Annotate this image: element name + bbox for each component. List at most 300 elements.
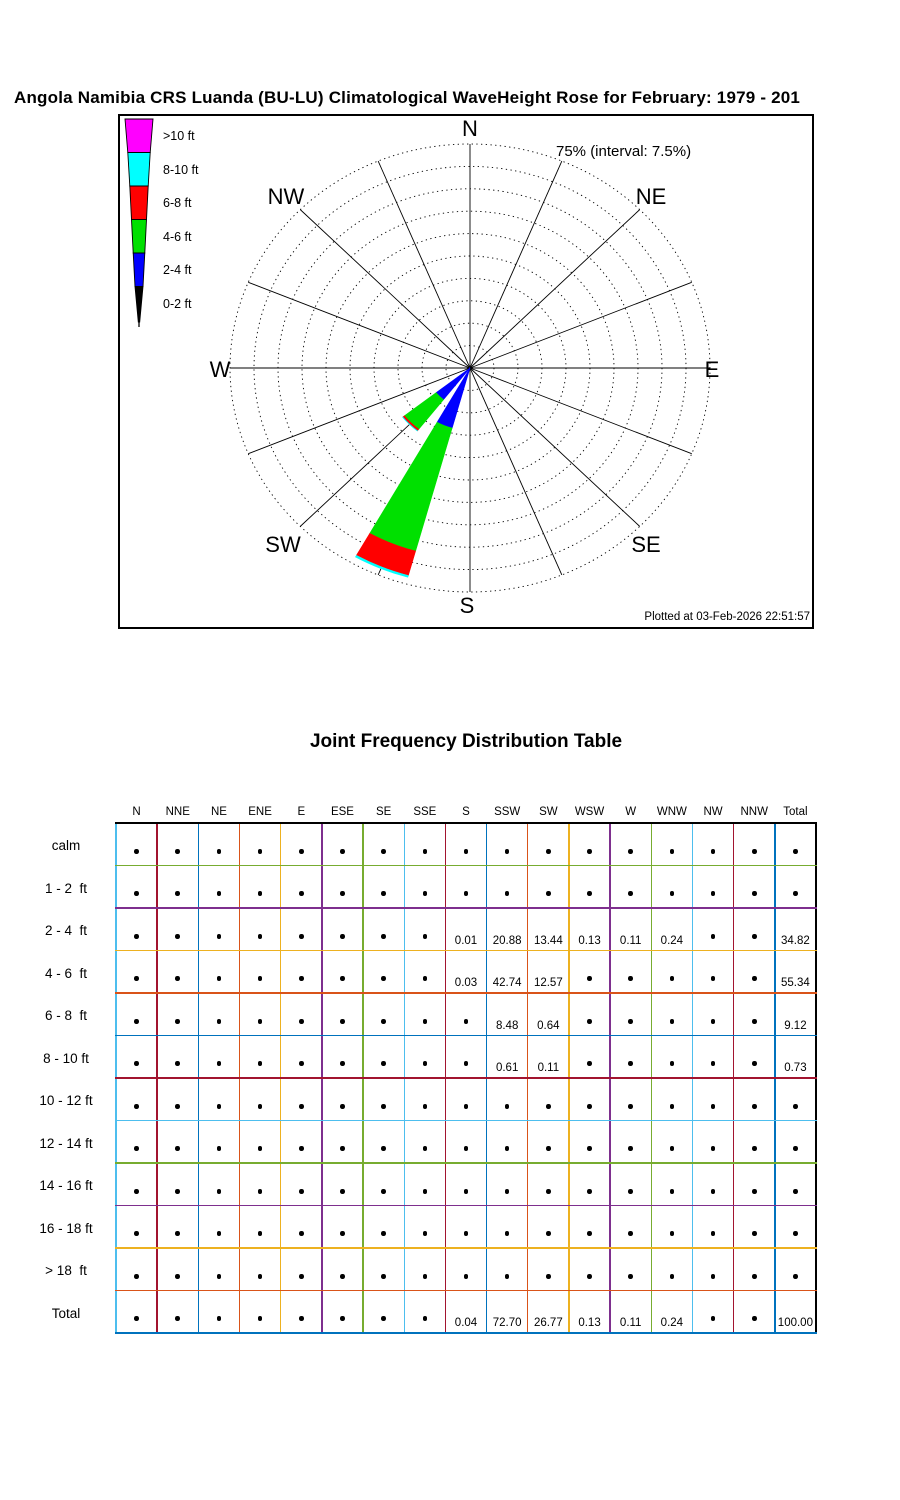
table-cell [157,908,198,951]
cell-value: 0.04 [454,1317,478,1329]
dot-marker [381,1061,386,1066]
table-cell [775,951,816,994]
table-cell [487,1163,528,1206]
table-cell [651,1291,692,1334]
table-cell [404,1121,445,1164]
dot-marker [505,1104,510,1109]
table-cell [610,1121,651,1164]
table-cell [528,1078,569,1121]
dot-marker [711,1189,716,1194]
cell-value: 12.57 [533,977,563,989]
dot-marker [258,1061,263,1066]
dot-marker [134,1104,139,1109]
dot-marker [793,1274,798,1279]
table-cell [198,823,239,866]
table-cell [610,951,651,994]
spoke-45 [470,210,640,368]
dot-marker [340,891,345,896]
dot-marker [464,1231,469,1236]
dot-marker [546,1146,551,1151]
column-header-nne: NNE [165,806,190,818]
table-cell [240,1248,281,1291]
table-cell [734,823,775,866]
dot-marker [258,976,263,981]
table-cell [610,823,651,866]
table-cell [651,1206,692,1249]
table-cell [445,1078,486,1121]
dot-marker [217,976,222,981]
cell-value: 9.12 [784,1019,807,1032]
dot-marker [299,1104,304,1109]
table-cell [569,908,610,951]
table-cell [240,1036,281,1079]
grid-line-horizontal-2 [115,907,817,909]
dot-marker [423,934,428,939]
grid-line-vertical-5 [321,822,322,1334]
dot-marker [423,976,428,981]
table-cell [569,866,610,909]
dot-marker [258,1189,263,1194]
dot-marker [217,1316,222,1321]
table-cell [198,1206,239,1249]
legend-swatch-5 [135,287,143,323]
table-heading: Joint Frequency Distribution Table [309,731,623,752]
dot-marker [340,1146,345,1151]
dot-marker [752,1104,757,1109]
legend-label-8-10ft: 8-10 ft [163,163,199,177]
table-cell [610,908,651,951]
cell-value: 0.24 [660,1317,684,1329]
table-cell [363,823,404,866]
grid-line-vertical-16 [774,822,775,1334]
row-label-5: 8 - 10 ft [43,1050,89,1066]
dot-marker [752,1061,757,1066]
table-cell [157,1248,198,1291]
table-cell [281,823,322,866]
row-label-10: > 18 ft [45,1263,87,1279]
table-cell [404,1036,445,1079]
grid-line-vertical-7 [404,822,405,1334]
dot-marker [670,1146,675,1151]
dot-marker [423,1189,428,1194]
dot-marker [258,1146,263,1151]
table-cell [281,1206,322,1249]
table-cell [692,1121,733,1164]
dot-marker [381,891,386,896]
table-cell [198,866,239,909]
table-cell [775,1206,816,1249]
petal-ssw [355,368,470,577]
table-cell [281,1121,322,1164]
table-cell [692,951,733,994]
grid-line-vertical-12 [609,822,610,1334]
dot-marker [505,891,510,896]
table-cell [487,1121,528,1164]
dot-marker [175,934,180,939]
column-header-total: Total [783,806,808,818]
table-cell [445,1206,486,1249]
table-cell [116,908,157,951]
dot-marker [464,1104,469,1109]
dot-marker [711,1274,716,1279]
dot-marker [711,1316,716,1321]
dot-marker [381,1189,386,1194]
dot-marker [423,1316,428,1321]
table-cell [240,993,281,1036]
table-cell [734,1078,775,1121]
table-cell [116,1036,157,1079]
dot-marker [217,1189,222,1194]
table-cell [198,1163,239,1206]
table-cell [363,993,404,1036]
table-cell [157,1078,198,1121]
dot-marker [258,891,263,896]
dot-marker [628,1019,633,1024]
table-cell [157,951,198,994]
table-cell [116,1163,157,1206]
table-cell [445,1248,486,1291]
table-cell [322,866,363,909]
dot-marker [381,1274,386,1279]
dot-marker [752,976,757,981]
table-cell [610,1078,651,1121]
dot-marker [752,934,757,939]
table-cell [487,1248,528,1291]
table-cell [322,1163,363,1206]
table-cell [116,823,157,866]
dot-marker [340,934,345,939]
table-cell [281,993,322,1036]
plotted-timestamp: Plotted at 03-Feb-2026 22:51:57 [644,611,810,623]
dot-marker [134,1231,139,1236]
dot-marker [299,1146,304,1151]
dot-marker [175,891,180,896]
table-cell [734,1121,775,1164]
cell-value: 0.03 [454,977,478,989]
dot-marker [134,1019,139,1024]
dot-marker [340,1274,345,1279]
dot-marker [793,849,798,854]
table-cell [281,1163,322,1206]
table-cell [692,1248,733,1291]
dot-marker [587,1274,592,1279]
cell-value: 0.24 [660,934,684,947]
dot-marker [670,1019,675,1024]
table-cell [404,993,445,1036]
cell-value: 0.73 [784,1062,807,1074]
dot-marker [546,891,551,896]
table-cell [157,1163,198,1206]
dot-marker [217,1061,222,1066]
table-cell [322,1121,363,1164]
table-cell [445,993,486,1036]
table-cell [116,1078,157,1121]
table-cell [610,1163,651,1206]
cell-value: 42.74 [492,977,522,989]
spoke-22.5 [470,161,562,368]
dot-marker [175,1146,180,1151]
table-cell [692,1206,733,1249]
cell-value: 0.61 [495,1062,519,1074]
row-label-2: 2 - 4 ft [44,923,88,939]
table-cell [322,823,363,866]
table-cell [116,1248,157,1291]
table-cell [445,951,486,994]
cell-value: 13.44 [533,934,563,947]
column-header-wnw: WNW [656,806,687,818]
row-label-11: Total [51,1305,81,1321]
table-cell [569,1163,610,1206]
table-cell [404,1248,445,1291]
dot-marker [711,934,716,939]
row-label-8: 14 - 16 ft [39,1178,93,1194]
dot-marker [134,976,139,981]
table-cell [692,1163,733,1206]
page-title: Angola Namibia CRS Luanda (BU-LU) Climatological WaveHeight Rose for February: 1979 - 201 [14,88,801,107]
table-cell [692,823,733,866]
table-cell [404,908,445,951]
table-cell [363,1206,404,1249]
dot-marker [464,1146,469,1151]
table-cell [157,1291,198,1334]
dot-marker [752,849,757,854]
table-cell [363,1248,404,1291]
table-cell [281,1078,322,1121]
grid-line-vertical-2 [198,822,199,1334]
table-cell [404,1078,445,1121]
table-cell [692,866,733,909]
table-cell [569,1291,610,1334]
column-header-sse: SSE [413,806,437,818]
dot-marker [299,1231,304,1236]
table-cell [322,993,363,1036]
dot-marker [587,1231,592,1236]
legend-swatch-4 [133,253,145,287]
table-cell [445,908,486,951]
dot-marker [340,1231,345,1236]
dot-marker [628,849,633,854]
dot-marker [258,1019,263,1024]
dot-marker [793,1104,798,1109]
dot-marker [711,1104,716,1109]
dot-marker [258,1316,263,1321]
grid-line-vertical-14 [692,822,693,1334]
table-cell [322,1078,363,1121]
table-cell [240,866,281,909]
spoke-292.5 [248,282,470,368]
table-cell [281,908,322,951]
row-label-4: 6 - 8 ft [44,1008,88,1024]
dot-marker [134,1061,139,1066]
dot-marker [134,1274,139,1279]
table-cell [363,1036,404,1079]
dot-marker [711,1231,716,1236]
table-cell [240,823,281,866]
grid-line-horizontal-7 [115,1120,817,1122]
table-cell [404,1163,445,1206]
table-cell [116,951,157,994]
dot-marker [423,1274,428,1279]
dot-marker [587,891,592,896]
compass-label-n: N [462,116,478,141]
cell-value: 0.11 [619,1317,642,1329]
dot-marker [299,1019,304,1024]
legend-swatch-2 [130,186,148,220]
table-cell [775,993,816,1036]
dot-marker [175,1231,180,1236]
table-cell [240,1078,281,1121]
grid-line-vertical-8 [445,822,446,1334]
dot-marker [258,1104,263,1109]
table-cell [651,1078,692,1121]
table-cell [322,951,363,994]
table-cell [610,1291,651,1334]
table-cell [198,951,239,994]
dot-marker [546,1274,551,1279]
compass-label-ne: NE [635,184,667,209]
table-cell [651,993,692,1036]
table-cell [528,1036,569,1079]
dot-marker [464,1189,469,1194]
table-cell [651,908,692,951]
dot-marker [793,891,798,896]
dot-marker [711,976,716,981]
table-cell [404,866,445,909]
dot-marker [670,976,675,981]
grid-line-horizontal-6 [115,1077,817,1079]
grid-line-vertical-10 [527,822,528,1334]
table-cell [404,823,445,866]
column-header-ne: NE [210,806,227,818]
table-cell [363,951,404,994]
table-cell [116,993,157,1036]
dot-marker [340,849,345,854]
table-cell [528,866,569,909]
grid-line-vertical-9 [486,822,487,1334]
table-cell [198,908,239,951]
column-header-sw: SW [539,806,558,818]
table-cell [404,1206,445,1249]
compass-label-s: S [459,593,475,618]
grid-line-vertical-15 [733,822,734,1334]
dot-marker [752,1189,757,1194]
table-cell [157,823,198,866]
dot-marker [258,934,263,939]
table-cell [692,1078,733,1121]
dot-marker [505,1146,510,1151]
dot-marker [670,1274,675,1279]
dot-marker [752,1146,757,1151]
table-cell [775,1291,816,1334]
table-cell [528,1206,569,1249]
dot-marker [299,976,304,981]
rose-petals [355,368,470,578]
dot-marker [628,891,633,896]
table-cell [734,908,775,951]
table-cell [363,1291,404,1334]
table-cell [734,1206,775,1249]
table-cell [322,1248,363,1291]
table-cell [775,1078,816,1121]
dot-marker [381,1316,386,1321]
column-header-s: S [462,806,470,818]
table-cell [363,1163,404,1206]
table-cell [692,1036,733,1079]
table-cell [487,1291,528,1334]
grid-line-vertical-17 [815,822,817,1334]
dot-marker [670,1104,675,1109]
cell-value: 0.01 [454,934,478,947]
table-cell [734,1036,775,1079]
dot-marker [134,934,139,939]
table-cell [528,823,569,866]
table-cell [157,1036,198,1079]
dot-marker [505,849,510,854]
dot-marker [711,1019,716,1024]
grid-line-horizontal-4 [115,992,817,994]
table-cell [281,951,322,994]
table-cell [445,1291,486,1334]
column-header-ese: ESE [330,806,354,818]
table-cell [322,1206,363,1249]
dot-marker [505,1189,510,1194]
dot-marker [670,1231,675,1236]
table-cell [487,866,528,909]
dot-marker [752,1274,757,1279]
table-cell [528,1291,569,1334]
dot-marker [175,1061,180,1066]
dot-marker [134,849,139,854]
dot-marker [670,1061,675,1066]
dot-marker [340,1104,345,1109]
cell-value: 0.64 [537,1019,560,1032]
table-cell [487,1206,528,1249]
dot-marker [299,934,304,939]
table-cell [281,1291,322,1334]
table-cell [487,908,528,951]
dot-marker [752,1316,757,1321]
table-cell [734,1291,775,1334]
dot-marker [423,1061,428,1066]
table-cell [198,1078,239,1121]
dot-marker [587,849,592,854]
table-cell [569,1206,610,1249]
grid-line-horizontal-1 [115,865,817,867]
dot-marker [381,934,386,939]
dot-marker [464,891,469,896]
spoke-112.5 [470,368,692,454]
table-cell [734,866,775,909]
row-label-7: 12 - 14 ft [39,1135,93,1151]
cell-value: 0.11 [619,934,642,947]
dot-marker [711,1146,716,1151]
table-cell [569,1121,610,1164]
compass-label-e: E [704,357,720,382]
table-cell [692,1291,733,1334]
grid-line-horizontal-10 [115,1247,817,1249]
table-cell [157,1121,198,1164]
table-cell [734,1163,775,1206]
table-cell [487,1036,528,1079]
grid-line-vertical-3 [239,822,240,1334]
table-cell [487,993,528,1036]
spoke-157.5 [470,368,562,575]
dot-marker [299,1061,304,1066]
grid-line-vertical-0 [115,822,116,1334]
dot-marker [587,976,592,981]
table-cell [157,993,198,1036]
column-header-n: N [132,806,141,818]
